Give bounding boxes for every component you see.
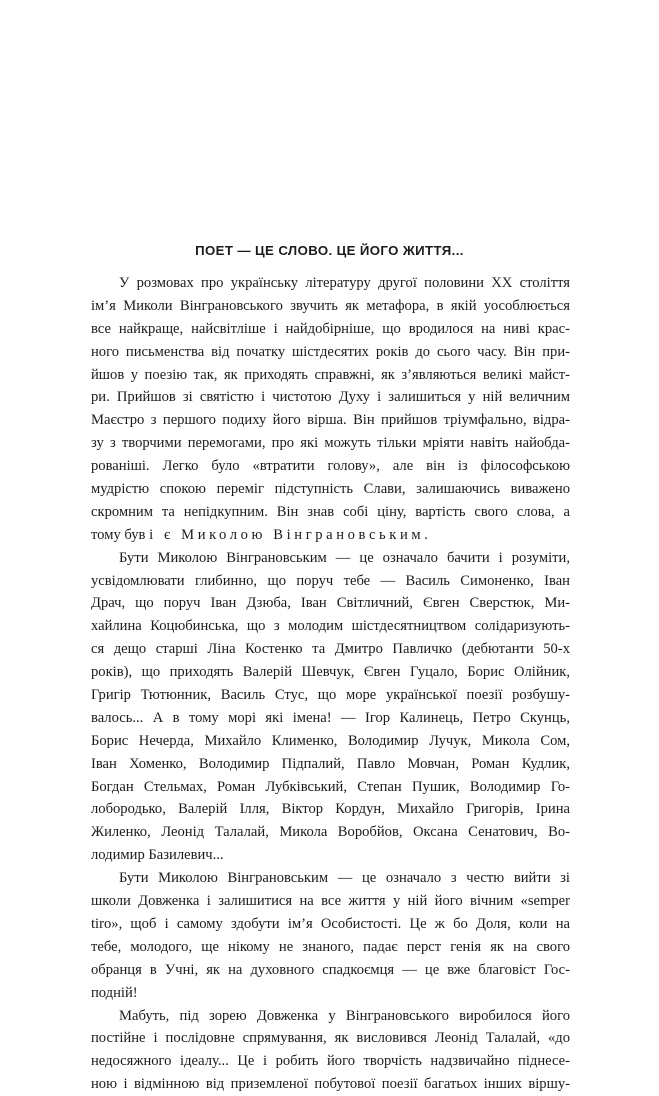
text-line bbox=[91, 982, 570, 1005]
text-line-content: Бути Миколою Вінграновським — це означало бачити і розуміти, bbox=[119, 549, 570, 566]
text-line-content: лобородько, Валерій Ілля, Віктор Кордун, Михайло Григорів, Ірина bbox=[91, 801, 570, 818]
text-line bbox=[91, 478, 570, 501]
text-line bbox=[91, 730, 570, 753]
text-line bbox=[91, 386, 570, 409]
text-line bbox=[91, 432, 570, 455]
text-line-content: tiro», щоб і самому здобути ім’я Особистості. Це ж бо Доля, коли на bbox=[91, 915, 570, 932]
text-line bbox=[91, 318, 570, 341]
text-line bbox=[91, 1073, 570, 1096]
text-line-content: валось... А в тому морі які імена! — Ігор Калинець, Петро Скунць, bbox=[91, 709, 570, 726]
text-line-content: хайлина Коцюбинська, що з молодим шістдесятництвом солідаризують- bbox=[91, 618, 570, 635]
text-line-content: усвідомлювати глибинно, що поруч тебе — Василь Симоненко, Іван bbox=[91, 572, 570, 589]
text-line bbox=[91, 592, 570, 615]
text-line bbox=[91, 638, 570, 661]
text-line-content: ім’я Миколи Вінграновського звучить як метафора, в якій уособлюється bbox=[91, 297, 570, 314]
text-line-content: все найкраще, найсвітліше і найдобірніше, що вродилося на ниві крас- bbox=[91, 320, 570, 337]
spaced-emphasis: і є Миколою Вінграновським. bbox=[149, 526, 432, 543]
text-line bbox=[91, 341, 570, 364]
text-line bbox=[91, 798, 570, 821]
text-line bbox=[91, 1027, 570, 1050]
text-line bbox=[91, 409, 570, 432]
text-line bbox=[91, 1050, 570, 1073]
text-line bbox=[91, 890, 570, 913]
text-line-content: ною і відмінною від приземленої побутової поезії багатьох інших віршу- bbox=[91, 1076, 570, 1093]
body-text bbox=[91, 272, 570, 1096]
text-line-content: Жиленко, Леонід Талалай, Микола Воробйов, Оксана Сенатович, Во- bbox=[91, 824, 570, 841]
text-line-content: Драч, що поруч Іван Дзюба, Іван Світличний, Євген Сверстюк, Ми- bbox=[91, 595, 570, 612]
text-line bbox=[91, 524, 570, 547]
text-line bbox=[91, 501, 570, 524]
text-line-content: Іван Хоменко, Володимир Підпалий, Павло Мовчан, Роман Кудлик, bbox=[91, 755, 570, 772]
text-line-content: постійне і послідовне спрямування, як висловився Леонід Талалай, «до bbox=[91, 1030, 570, 1047]
text-line-content: тому був bbox=[91, 526, 146, 543]
text-line-content: подній! bbox=[91, 984, 138, 1001]
text-line bbox=[91, 844, 570, 867]
text-line-content: школи Довженка і залишитися на все життя у ній його вічним «semper bbox=[91, 893, 570, 910]
text-line-content: лодимир Базилевич... bbox=[91, 847, 224, 864]
text-line bbox=[91, 867, 570, 890]
text-line bbox=[91, 753, 570, 776]
text-line bbox=[91, 684, 570, 707]
text-line-content: йшов у поезію так, як приходять справжні, як з’являються великі майст- bbox=[91, 366, 570, 383]
text-line-content: обранця в Учні, як на духовного спадкоємця — це вже благовіст Гос- bbox=[91, 961, 570, 978]
text-line-content: тебе, молодого, ще нікому не знаного, падає перст генія як на свого bbox=[91, 938, 570, 955]
text-line-content: ри. Прийшов зі святістю і чистотою Духу і залишиться у ній величним bbox=[91, 389, 570, 406]
text-line-content: Мабуть, під зорею Довженка у Вінграновського виробилося його bbox=[119, 1007, 570, 1024]
text-line-content: ного письменства від початку шістдесятих років до сього часу. Він при- bbox=[91, 343, 570, 360]
text-line bbox=[91, 272, 570, 295]
text-line bbox=[91, 936, 570, 959]
text-line-content: Маєстро з першого подиху його вірша. Він прийшов тріумфально, відра- bbox=[91, 412, 570, 429]
text-line bbox=[91, 776, 570, 799]
text-line bbox=[91, 547, 570, 570]
text-line bbox=[91, 455, 570, 478]
text-line-content: Богдан Стельмах, Роман Лубківський, Степан Пушик, Володимир Го- bbox=[91, 778, 570, 795]
text-line-content: недосяжного ідеалу... Це і робить його творчість надзвичайно піднесе- bbox=[91, 1053, 570, 1070]
text-line bbox=[91, 707, 570, 730]
text-line bbox=[91, 913, 570, 936]
text-line-content: зу з творчими перемогами, про які можуть тільки мріяти навіть найобда- bbox=[91, 435, 570, 452]
text-line-content: Борис Нечерда, Михайло Клименко, Володимир Лучук, Микола Сом, bbox=[91, 732, 570, 749]
text-line bbox=[91, 821, 570, 844]
text-line bbox=[91, 364, 570, 387]
text-line-content: рованіші. Легко було «втратити голову», але він із філософською bbox=[91, 458, 570, 475]
text-line bbox=[91, 1005, 570, 1028]
text-line bbox=[91, 615, 570, 638]
text-line bbox=[91, 661, 570, 684]
text-line-content: У розмовах про українську літературу другої половини XX століття bbox=[119, 275, 570, 291]
text-line-content: Григір Тютюнник, Василь Стус, що море української поезії розбушу- bbox=[91, 687, 570, 704]
text-line-content: скромним та непідкупним. Він знав собі ціну, вартість свого слова, а bbox=[91, 503, 570, 520]
chapter-title: ПОЕТ — ЦЕ СЛОВО. ЦЕ ЙОГО ЖИТТЯ... bbox=[195, 243, 464, 258]
text-line-content: мудрістю спокою переміг підступність Слави, залишаючись виважено bbox=[91, 481, 570, 498]
text-line bbox=[91, 295, 570, 318]
text-line-content: років), що приходять Валерій Шевчук, Євген Гуцало, Борис Олійник, bbox=[91, 664, 570, 681]
text-line bbox=[91, 570, 570, 593]
text-line-content: ся дещо старші Ліна Костенко та Дмитро Павличко (дебютанти 50-х bbox=[91, 641, 570, 658]
text-line-content: Бути Миколою Вінграновським — це означало з честю вийти зі bbox=[119, 870, 570, 887]
text-line bbox=[91, 959, 570, 982]
